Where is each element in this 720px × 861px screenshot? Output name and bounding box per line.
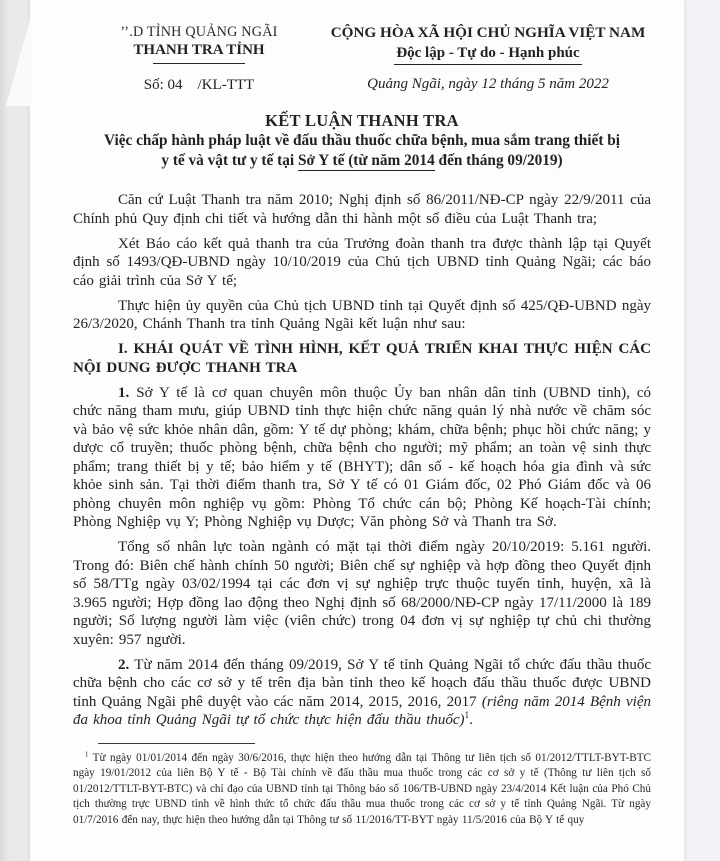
national-motto: Độc lập - Tự do - Hạnh phúc	[394, 45, 581, 65]
item-1-text: Sở Y tế là cơ quan chuyên môn thuộc Ủy ban nhân dân tỉnh (UBND tỉnh), có chức năng tham mưu, giúp UBND tỉnh thực hiện chức năng quản lý nhà nước về chăm sóc và bảo vệ sức khỏe nhân dân, gồm: Y tế dự phòng; khám, chữa bệnh; phục hồi chức năng; y dược cổ truyền; thuốc phòng bệnh, chữa bệnh cho người; mỹ phẩm; an toàn vệ sinh thực phẩm; trang thiết bị y tế; bảo hiểm y tế (BHYT); dân số - kế hoạch hóa gia đình và sức khỏe sinh sản. Tại thời điểm thanh tra, Sở Y tế có 01 Giám đốc, 02 Phó Giám đốc và 06 phòng chuyên môn nghiệp vụ gồm: Phòng Tổ chức cán bộ; Phòng Kế hoạch-Tài chính; Phòng Nghiệp vụ Y; Phòng Nghiệp vụ Dược; Văn phòng Sở và Thanh tra Sở.	[73, 384, 651, 530]
footnote-marker: 1	[85, 749, 89, 758]
document-title: KẾT LUẬN THANH TRA	[265, 111, 459, 130]
document-subtitle-line2	[73, 151, 651, 171]
document-page	[30, 0, 684, 861]
footnote-body: Từ ngày 01/01/2014 đến ngày 30/6/2016, thực hiện theo hướng dẫn tại Thông tư liên tịch số 01/2012/TTLT-BYT-BTC ngày 19/01/2012 của liên Bộ Y tế - Bộ Tài chính về đấu thầu mua thuốc trong các cơ sở y tế (Thông tư liên tịch số 01/2012/TTLT-BYT-BTC) và chỉ đạo của UBND tỉnh tại Thông báo số 106/TB-UBND ngày 23/4/2014 Kết luận của Phó Chủ tịch thường trực UBND tỉnh về hình thức tổ chức đấu thầu mua thuốc trong các cơ sở y tế tỉnh Quảng Ngãi. Từ ngày 01/7/2016 đến nay, thực hiện theo hướng dẫn tại Thông tư số 11/2016/TT-BYT ngày 11/5/2016 của Bộ Y tế quy	[73, 751, 651, 826]
item-2-number: 2.	[118, 656, 130, 673]
document-title-block	[73, 111, 651, 170]
document-subtitle-line1: Việc chấp hành pháp luật về đấu thầu thuốc chữa bệnh, mua sắm trang thiết bị	[103, 132, 621, 149]
document-body	[73, 191, 651, 730]
footnote-text	[73, 751, 651, 829]
footnote-separator	[98, 743, 255, 744]
section-heading-1: I. KHÁI QUÁT VỀ TÌNH HÌNH, KẾT QUẢ TRIỂN KHAI THỰC HIỆN CÁC NỘI DUNG ĐƯỢC THANH TRA	[73, 341, 651, 376]
document-header	[73, 24, 651, 94]
subtitle-suffix: đến tháng 09/2019)	[434, 151, 563, 169]
paragraph-legal-basis: Căn cứ Luật Thanh tra năm 2010; Nghị định số 86/2011/NĐ-CP ngày 22/9/2011 của Chính phủ Quy định chi tiết và hướng dẫn thi hành một số điều của Luật Thanh tra;	[73, 192, 651, 227]
parent-agency-name: ’’.D TỈNH QUẢNG NGÃI	[120, 24, 278, 40]
document-number: Số: 04 /KL-TTT	[143, 77, 255, 93]
scan-left-margin	[0, 0, 30, 861]
item-2-italic-note: (riêng năm 2014 Bệnh viện đa khoa tỉnh Quảng Ngãi tự tổ chức thực hiện đấu thầu thuốc)	[73, 693, 652, 728]
document-content	[30, 0, 684, 828]
paragraph-item-2	[73, 656, 651, 730]
item-2-text: Từ năm 2014 đến tháng 09/2019, Sở Y tế tỉnh Quảng Ngãi tổ chức đấu thầu thuốc chữa bệnh cho các cơ sở y tế trên địa bàn tỉnh theo kế hoạch đấu thầu thuốc được UBND tỉnh Quảng Ngãi phê duyệt vào các năm 2014, 2015, 2016, 2017	[73, 656, 651, 710]
national-motto-line	[325, 44, 651, 65]
agency-name: THANH TRA TỈNH	[133, 42, 265, 58]
paragraph-item-1	[73, 384, 651, 532]
paragraph-staffing: Tổng số nhân lực toàn ngành có mặt tại thời điểm ngày 20/10/2019: 5.161 người. Trong đó: Biên chế hành chính 50 người; Biên chế sự nghiệp và hợp đồng theo Quyết định số 58/TTg ngày 03/02/1994 tại các đơn vị sự nghiệp trực thuộc tuyến tỉnh, huyện, xã là 3.965 người; Hợp đồng lao động theo Nghị định số 68/2000/NĐ-CP ngày 17/11/2000 là 189 người; Số lượng người làm việc (viên chức) trong 04 đơn vị sự nghiệp tự chủ chi thường xuyên: 957 người.	[73, 539, 651, 648]
agency-name-underline	[153, 63, 245, 64]
subtitle-underlined-segment: Sở Y tế (từ năm 2014	[297, 151, 435, 169]
national-name: CỘNG HÒA XÃ HỘI CHỦ NGHĨA VIỆT NAM	[330, 24, 646, 41]
paragraph-authorization: Thực hiện ủy quyền của Chủ tịch UBND tỉnh tại Quyết định số 425/QĐ-UBND ngày 26/3/2020, Chánh Thanh tra tỉnh Quảng Ngãi kết luận như sau:	[73, 297, 651, 332]
national-header-block	[325, 24, 651, 94]
footnote-block	[73, 743, 651, 829]
subtitle-prefix: y tế và vật tư y tế tại	[161, 151, 298, 169]
item-1-number: 1.	[118, 384, 130, 401]
issuing-agency-block	[73, 24, 325, 94]
place-date-line: Quảng Ngãi, ngày 12 tháng 5 năm 2022	[367, 76, 609, 92]
item-2-period: .	[469, 712, 473, 728]
footnote-reference: 1	[464, 711, 470, 721]
paragraph-inspection-report: Xét Báo cáo kết quả thanh tra của Trưởng đoàn thanh tra được thành lập tại Quyết định số 1493/QĐ-UBND ngày 10/10/2019 của Chủ tịch UBND tỉnh Quảng Ngãi; các báo cáo giải trình của Sở Y tế;	[73, 235, 651, 289]
